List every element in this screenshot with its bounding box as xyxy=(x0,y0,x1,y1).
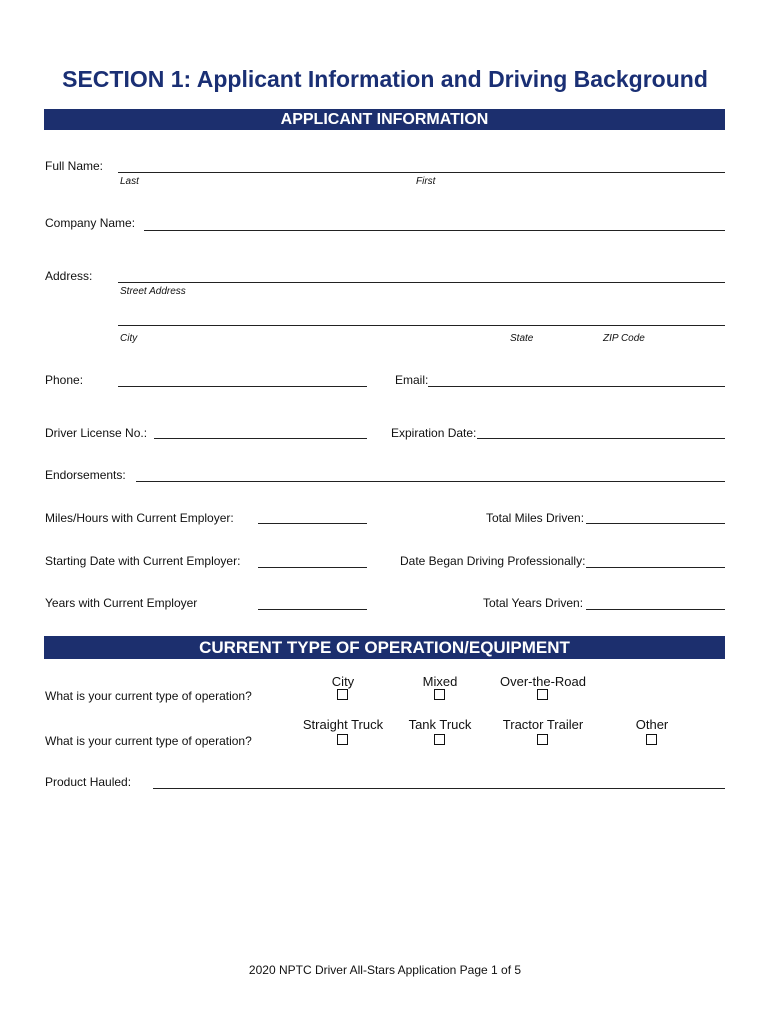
option-over-the-road-label: Over-the-Road xyxy=(500,674,586,689)
last-name-sublabel: Last xyxy=(120,176,139,187)
years-with-employer-label: Years with Current Employer xyxy=(45,596,198,610)
total-years-field[interactable] xyxy=(586,609,725,610)
total-miles-field[interactable] xyxy=(586,523,725,524)
street-address-field[interactable] xyxy=(118,282,725,283)
checkbox-tank-truck[interactable] xyxy=(434,734,445,745)
endorsements-field[interactable] xyxy=(136,481,725,482)
option-tank-truck-label: Tank Truck xyxy=(408,717,472,732)
phone-label: Phone: xyxy=(45,373,84,387)
checkbox-city[interactable] xyxy=(337,689,348,700)
email-label: Email: xyxy=(395,373,429,387)
street-address-sublabel: Street Address xyxy=(120,286,186,297)
email-field[interactable] xyxy=(428,386,725,387)
checkbox-mixed[interactable] xyxy=(434,689,445,700)
phone-field[interactable] xyxy=(118,386,367,387)
page-title: SECTION 1: Applicant Information and Driving Background xyxy=(62,66,708,92)
city-state-zip-field[interactable] xyxy=(118,325,725,326)
operation-question-2: What is your current type of operation? xyxy=(45,734,252,748)
option-straight-truck-label: Straight Truck xyxy=(302,717,384,732)
years-with-employer-field[interactable] xyxy=(258,609,367,610)
option-other-label: Other xyxy=(635,717,669,732)
page-footer: 2020 NPTC Driver All-Stars Application Page 1 of 5 xyxy=(248,963,522,977)
checkbox-tractor-trailer[interactable] xyxy=(537,734,548,745)
starting-date-label: Starting Date with Current Employer: xyxy=(45,554,241,568)
company-name-label: Company Name: xyxy=(45,216,136,230)
option-tractor-trailer-label: Tractor Trailer xyxy=(502,717,584,732)
checkbox-straight-truck[interactable] xyxy=(337,734,348,745)
operation-equipment-header: CURRENT TYPE OF OPERATION/EQUIPMENT xyxy=(44,636,725,659)
driver-license-field[interactable] xyxy=(154,438,367,439)
expiration-date-label: Expiration Date: xyxy=(391,426,477,440)
checkbox-other[interactable] xyxy=(646,734,657,745)
full-name-label: Full Name: xyxy=(45,159,104,173)
total-years-label: Total Years Driven: xyxy=(483,596,584,610)
checkbox-over-the-road[interactable] xyxy=(537,689,548,700)
endorsements-label: Endorsements: xyxy=(45,468,126,482)
address-label: Address: xyxy=(45,269,93,283)
expiration-date-field[interactable] xyxy=(477,438,725,439)
miles-hours-field[interactable] xyxy=(258,523,367,524)
date-began-driving-label: Date Began Driving Professionally: xyxy=(400,554,586,568)
miles-hours-label: Miles/Hours with Current Employer: xyxy=(45,511,234,525)
option-mixed-label: Mixed xyxy=(422,674,458,689)
company-name-field[interactable] xyxy=(144,230,725,231)
option-city-label: City xyxy=(331,674,355,689)
total-miles-label: Total Miles Driven: xyxy=(486,511,585,525)
first-name-sublabel: First xyxy=(416,176,436,187)
full-name-field[interactable] xyxy=(118,172,725,173)
date-began-driving-field[interactable] xyxy=(586,567,725,568)
product-hauled-label: Product Hauled: xyxy=(45,775,132,789)
zip-code-sublabel: ZIP Code xyxy=(603,333,645,344)
product-hauled-field[interactable] xyxy=(153,788,725,789)
operation-question-1: What is your current type of operation? xyxy=(45,689,252,703)
driver-license-label: Driver License No.: xyxy=(45,426,148,440)
applicant-information-header: APPLICANT INFORMATION xyxy=(44,109,725,130)
state-sublabel: State xyxy=(510,333,534,344)
city-sublabel: City xyxy=(120,333,138,344)
starting-date-field[interactable] xyxy=(258,567,367,568)
